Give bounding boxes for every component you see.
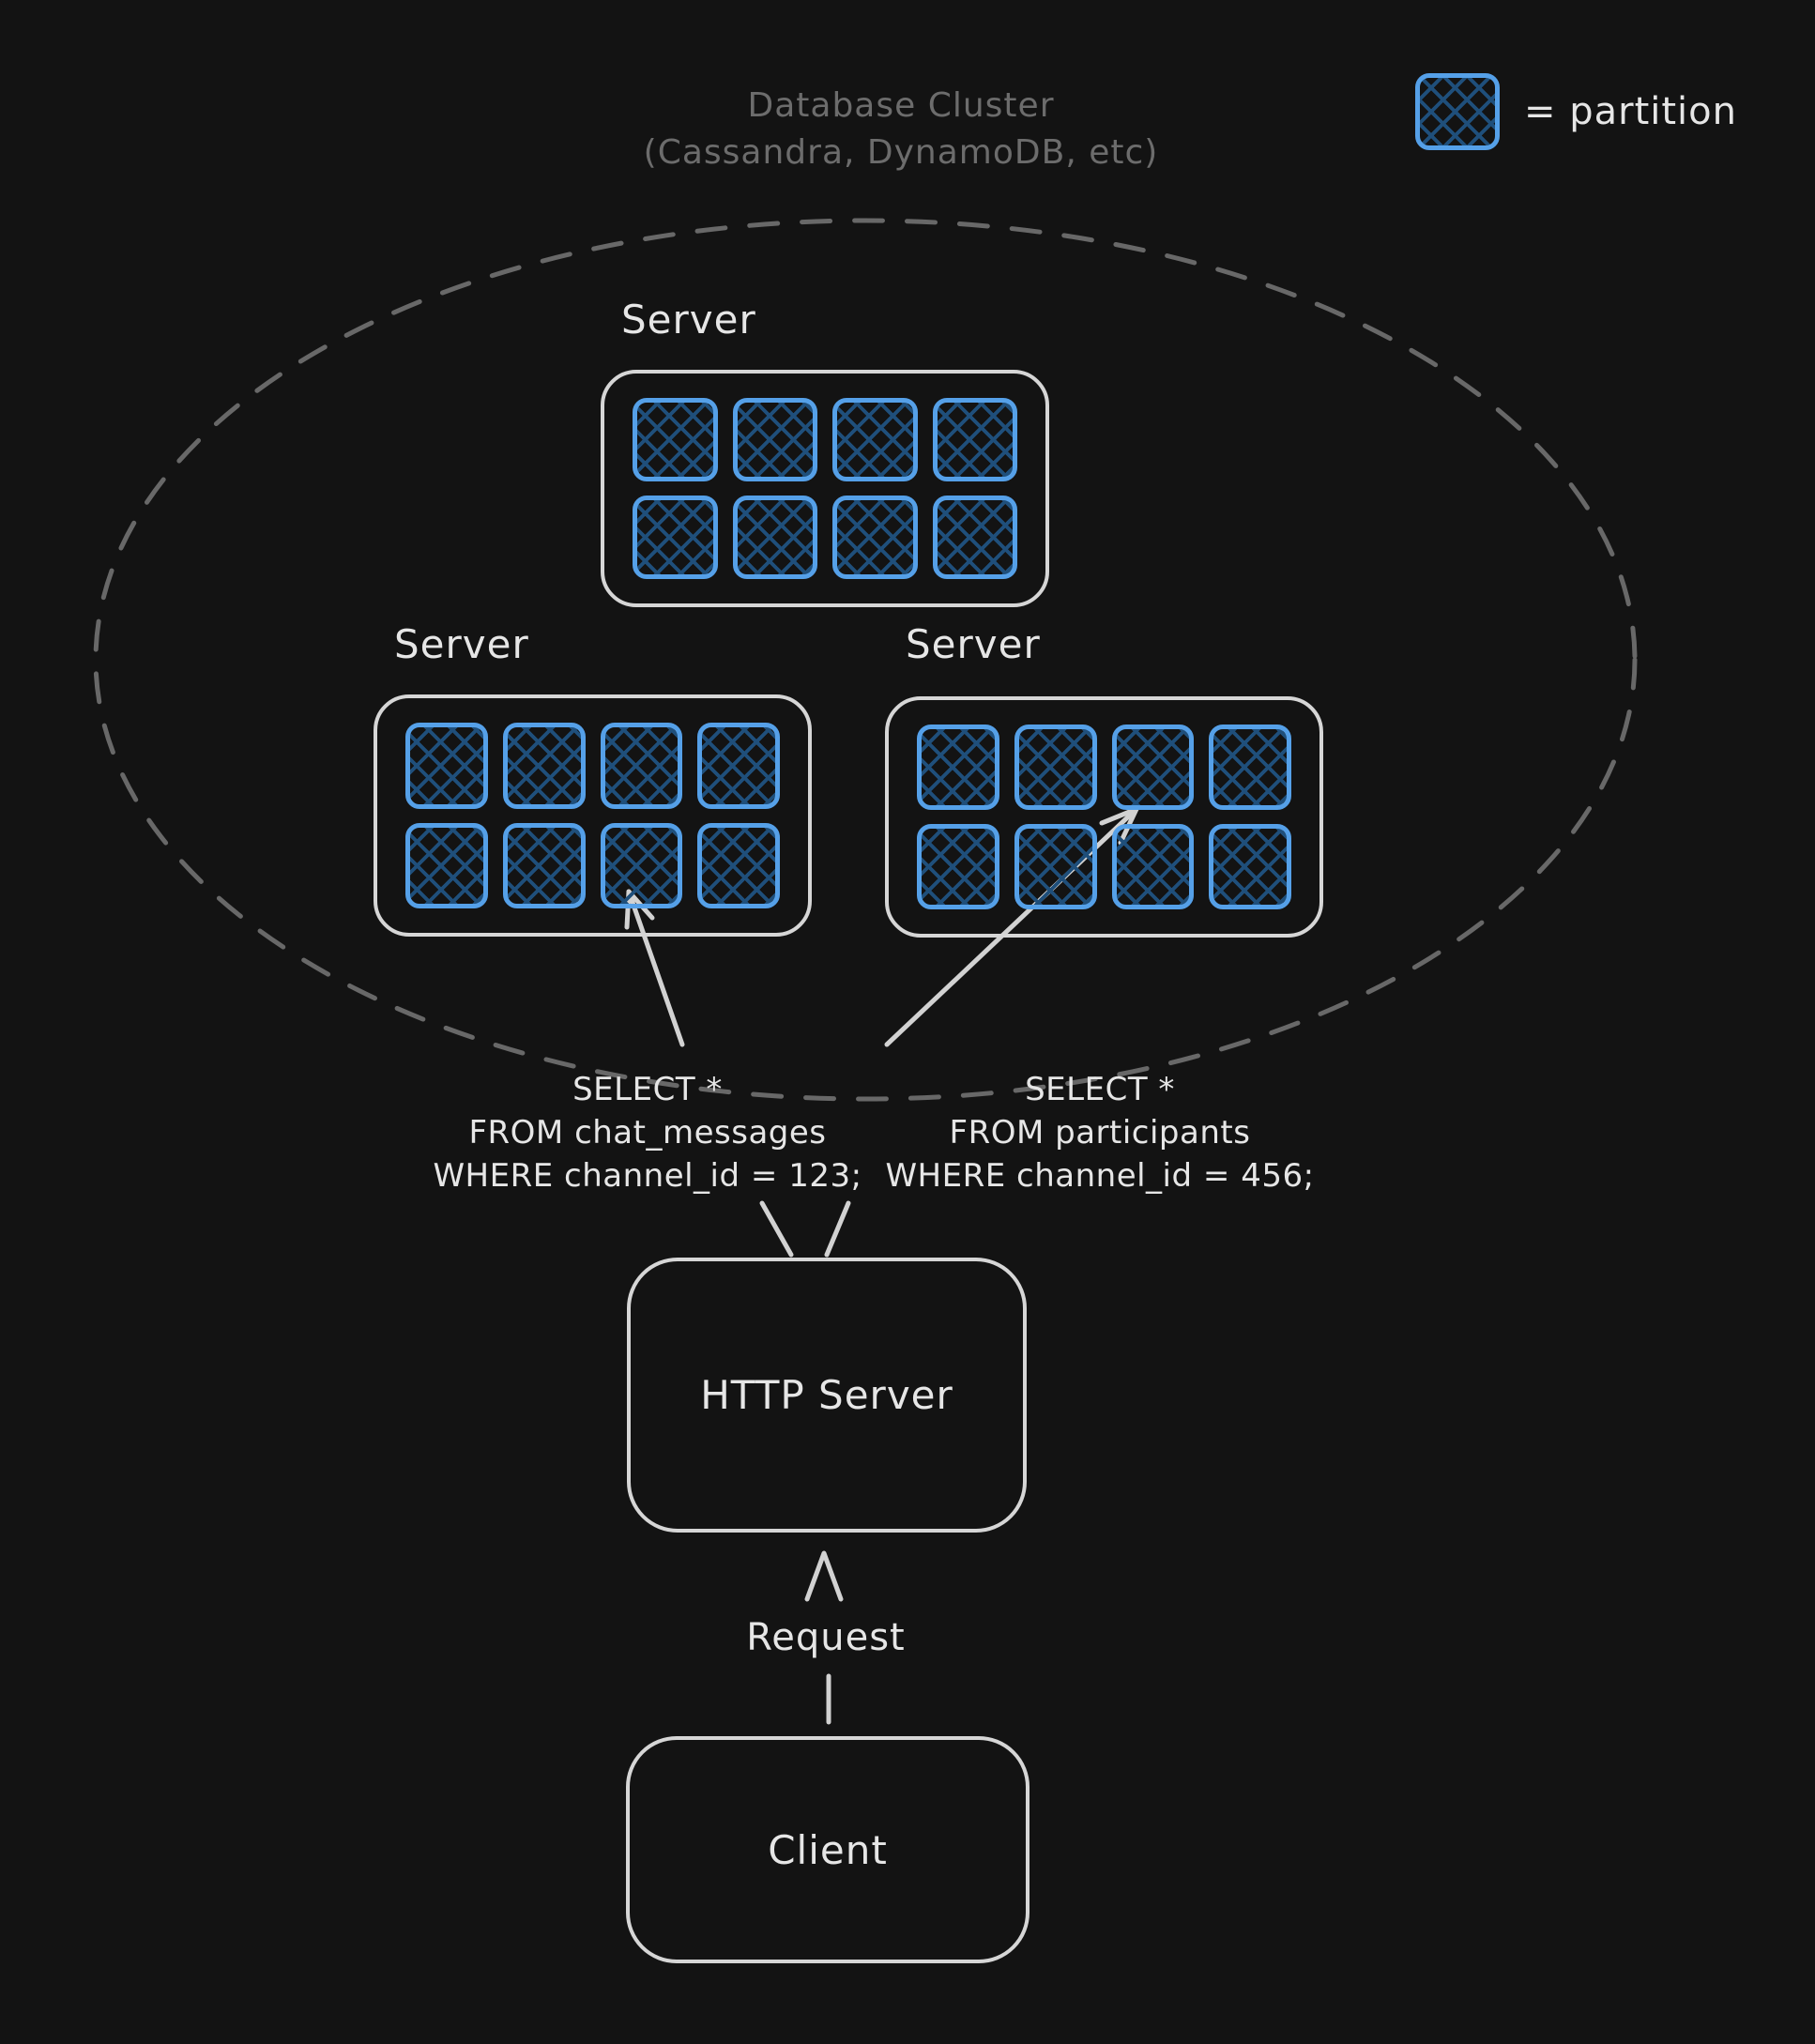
http-server-node <box>627 1258 1027 1533</box>
cluster-title <box>526 83 1276 176</box>
query-line: WHERE channel_id = 456; <box>885 1157 1315 1195</box>
partition <box>933 496 1018 579</box>
cluster-title-line2: (Cassandra, DynamoDB, etc) <box>643 133 1159 172</box>
server-top-label: Server <box>621 297 756 343</box>
server-left-box <box>374 694 812 937</box>
query-line: FROM chat_messages <box>468 1114 827 1152</box>
partition <box>1112 824 1195 909</box>
partition-swatch-icon <box>1415 73 1500 150</box>
partition <box>633 496 718 579</box>
legend <box>1415 73 1737 150</box>
partition <box>405 823 488 909</box>
partition <box>1014 725 1097 810</box>
query-participants <box>837 1068 1363 1197</box>
partition <box>832 496 918 579</box>
partition <box>503 723 586 809</box>
partition <box>633 398 718 481</box>
partition <box>1209 824 1291 909</box>
partition <box>733 398 818 481</box>
partition <box>917 824 999 909</box>
partition <box>405 723 488 809</box>
query-chat-messages <box>385 1068 910 1197</box>
server-right-label: Server <box>906 621 1041 667</box>
http-server-label: HTTP Server <box>700 1372 953 1418</box>
server-top-box <box>601 370 1049 607</box>
partition <box>697 723 780 809</box>
partition <box>1209 725 1291 810</box>
server-left-label: Server <box>394 621 529 667</box>
partition <box>503 823 586 909</box>
database-cluster-boundary <box>96 221 1635 1099</box>
http-to-query-left-stub <box>762 1203 791 1255</box>
partition <box>697 823 780 909</box>
cluster-title-line1: Database Cluster <box>747 86 1055 125</box>
partition <box>1112 725 1195 810</box>
partition <box>601 823 683 909</box>
server-right-box <box>885 696 1323 938</box>
http-to-query-right-stub <box>827 1203 848 1255</box>
partition <box>733 496 818 579</box>
partition <box>832 398 918 481</box>
client-label: Client <box>768 1826 888 1873</box>
query-line: SELECT * <box>572 1071 723 1108</box>
partition <box>1014 824 1097 909</box>
query-line: WHERE channel_id = 123; <box>433 1157 862 1195</box>
partition <box>601 723 683 809</box>
legend-label: = partition <box>1524 90 1737 133</box>
query-line: SELECT * <box>1025 1071 1175 1108</box>
client-node <box>626 1736 1030 1963</box>
partition <box>933 398 1018 481</box>
partition <box>917 725 999 810</box>
request-arrow-head <box>807 1553 841 1599</box>
query-line: FROM participants <box>949 1114 1251 1152</box>
request-label: Request <box>746 1616 906 1659</box>
